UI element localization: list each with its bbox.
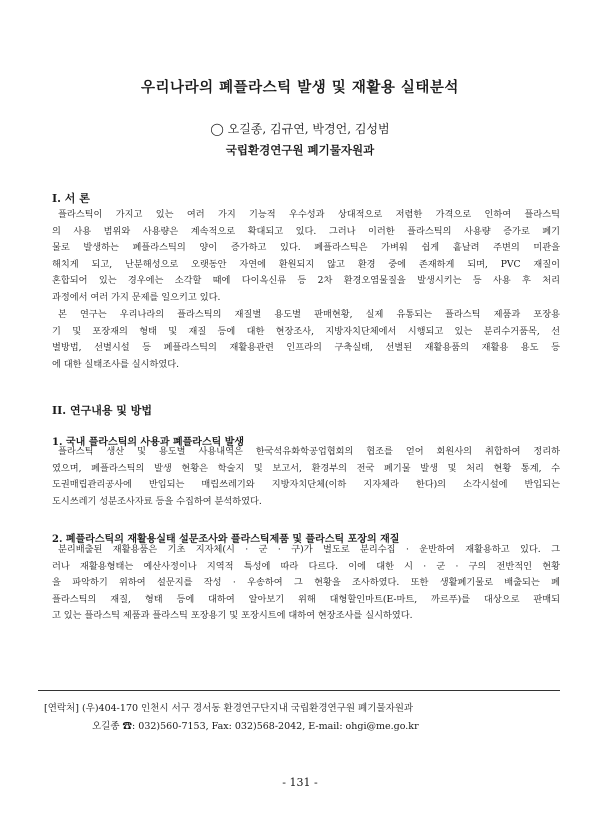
text-line: 과정에서 여러 가지 문제를 일으키고 있다. [52,291,221,303]
text-line: 플라스틱 생산 및 용도별 사용내역은 한국석유화학공업협회의 협조를 얻어 회원사의 취합하여 정리하 [58,446,560,457]
text-line: 혼합되어 있는 경우에는 소각할 때에 다이옥신류 등 2차 환경오염물질을 발생시키는 등 사용 후 처리 [52,275,560,287]
text-line: 플라스틱이 가지고 있는 여러 가지 기능적 우수성과 상대적으로 저렴한 가격으로 인하여 플라스틱 [58,209,560,220]
text-line: 물로 발생하는 폐플라스틱의 양이 증가하고 있다. 폐플라스틱은 가벼워 쉽게 흩날려 주변의 미관을 [52,242,560,254]
text-line: 였으며, 폐플라스틱의 발생 현황은 학술지 및 보고서, 환경부의 전국 폐기물 발생 및 처리 현황 통계, 수 [52,462,560,474]
text-line: 플라스틱의 재질, 형태 등에 대하여 알아보기 위해 대형할인마트(E-마트, 까르푸)를 대상으로 판매되 [52,593,560,605]
text-line: 의 사용 범위와 사용량은 계속적으로 확대되고 있다. 그러나 이러한 플라스틱의 사용량 증가로 폐기 [52,225,560,237]
section-heading-intro: I. 서 론 [52,192,90,205]
footer-divider [38,690,560,691]
intro-paragraph-2 [52,307,560,373]
page-number: - 131 - [282,776,318,789]
affiliation: 국립환경연구원 폐기물자원과 [225,143,375,157]
section-heading-methods: II. 연구내용 및 방법 [52,404,152,417]
text-line: 해치게 되고, 난분해성으로 오랫동안 자연에 환원되지 않고 환경 중에 존재하게 되며, PVC 재질이 [52,258,560,270]
contact-phone-email: 오길종 ☎: 032)560-7153, Fax: 032)568-2042, E-mail: ohgi@me.go.kr [92,721,419,732]
subsection-heading-2: 2. 폐플라스틱의 재활용실태 설문조사와 플라스틱제품 및 플라스틱 포장의 재질 [52,534,400,545]
text-line: 에 대한 실태조사를 실시하였다. [52,358,180,370]
paper-title: 우리나라의 폐플라스틱 발생 및 재활용 실태분석 [141,79,459,96]
text-line: 기 및 포장재의 형태 및 재질 등에 대한 현장조사, 지방자치단체에서 시행되고 있는 분리수거품목, 선 [52,325,560,337]
methods-paragraph-2 [52,542,560,625]
text-line: 러나 재활용형태는 예산사정이나 지역적 특성에 따라 다르다. 이에 대한 시 · 군 · 구의 전반적인 현황 [52,560,560,572]
text-line: 본 연구는 우리나라의 플라스틱의 재질별 용도별 판매현황, 실제 유통되는 플라스틱 제품과 포장용 [58,309,560,320]
subsection-heading-1: 1. 국내 플라스틱의 사용과 폐플라스틱 발생 [52,437,245,448]
text-line: 도시쓰레기 성분조사자료 등을 수집하여 분석하였다. [52,495,262,507]
methods-paragraph-1 [52,444,560,510]
text-line: 분리배출된 재활용품은 기초 지자체(시 · 군 · 구)가 별도로 분리수집 · 운반하여 재활용하고 있다. 그 [58,544,560,555]
contact-address: [연락처] (우)404-170 인천시 서구 경서동 환경연구단지내 국립환경연구원 폐기물자원과 [44,703,414,714]
text-line: 을 파악하기 위하여 설문지를 작성 · 우송하여 그 현황을 조사하였다. 또한 생활폐기물로 배출되는 폐 [52,577,560,589]
intro-paragraph-1 [52,207,560,307]
text-line: 고 있는 플라스틱 제품과 플라스틱 포장용기 및 포장시트에 대하여 현장조사를 실시하였다. [52,610,413,622]
text-line: 별방법, 선별시설 등 폐플라스틱의 재활용관련 인프라의 구축실태, 선별된 재활용품의 재활용 용도 등 [52,342,560,354]
author-list: ◯ 오길종, 김규연, 박경언, 김성범 [210,122,390,136]
text-line: 도권매립관리공사에 반입되는 매립쓰레기와 지방자치단체(이하 지자체라 한다)의 소각시설에 반입되는 [52,479,560,491]
